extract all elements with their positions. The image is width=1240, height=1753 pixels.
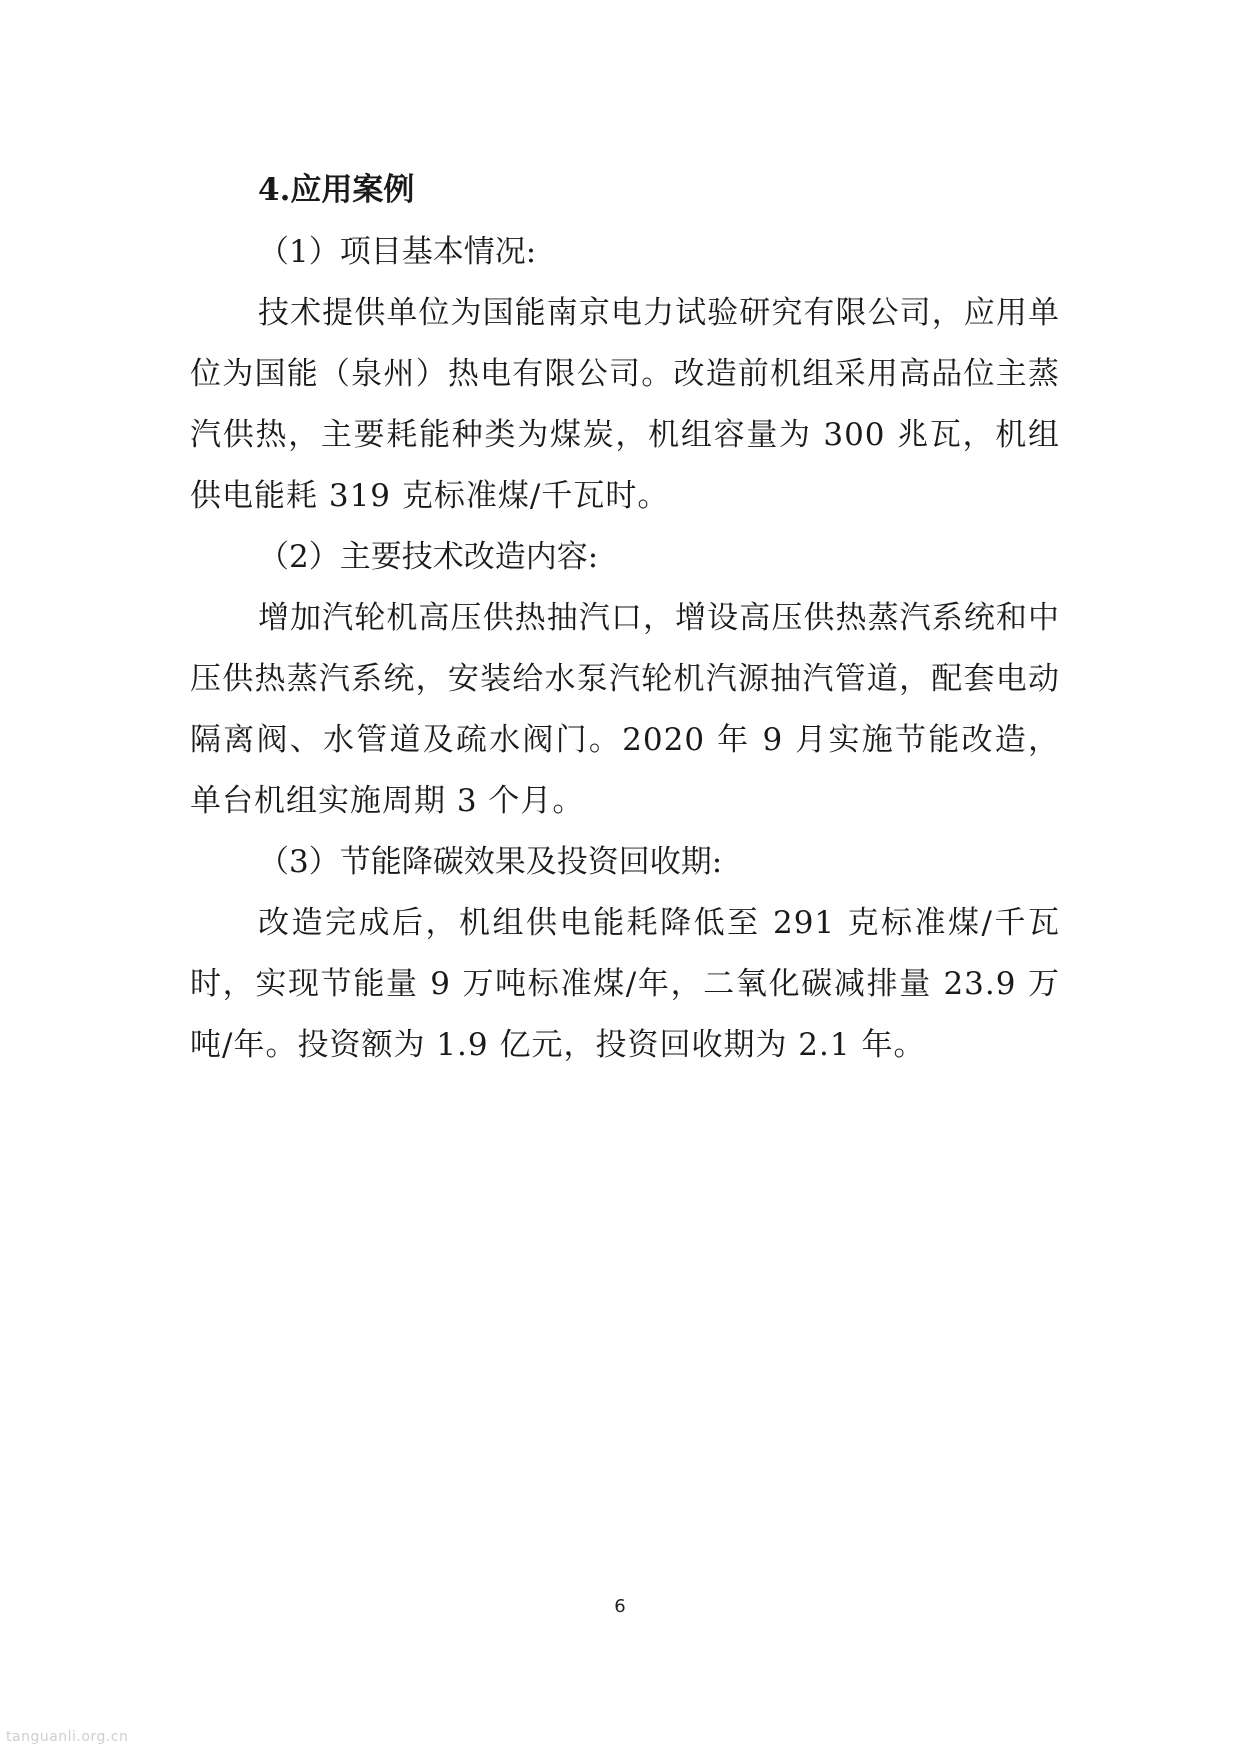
subsection-title-basic-info: （1）项目基本情况: xyxy=(258,234,537,270)
paragraph-effects: 改造完成后，机组供电能耗降低至 291 克标准煤/千瓦时，实现节能量 9 万吨标准煤/年，二氧化碳减排量 23.9 万吨/年。投资额为 1.9 亿元，投资回收期为 2.1 年。 xyxy=(190,905,1060,1063)
watermark: tanguanli.org.cn xyxy=(6,1729,129,1745)
section-heading: 4.应用案例 xyxy=(258,172,415,208)
subsection-title-effects: （3）节能降碳效果及投资回收期: xyxy=(258,844,723,880)
subsection-title-renovation: （2）主要技术改造内容: xyxy=(258,539,599,575)
paragraph-basic-info: 技术提供单位为国能南京电力试验研究有限公司，应用单位为国能（泉州）热电有限公司。改造前机组采用高品位主蒸汽供热，主要耗能种类为煤炭，机组容量为 300 兆瓦，机组供电能耗 319 克标准煤/千瓦时。 xyxy=(190,295,1060,514)
page-number: 6 xyxy=(614,1596,626,1617)
document-body xyxy=(190,160,1060,1076)
paragraph-renovation: 增加汽轮机高压供热抽汽口，增设高压供热蒸汽系统和中压供热蒸汽系统，安装给水泵汽轮机汽源抽汽管道，配套电动隔离阀、水管道及疏水阀门。2020 年 9 月实施节能改造，单台机组实施周期 3 个月。 xyxy=(190,600,1060,819)
